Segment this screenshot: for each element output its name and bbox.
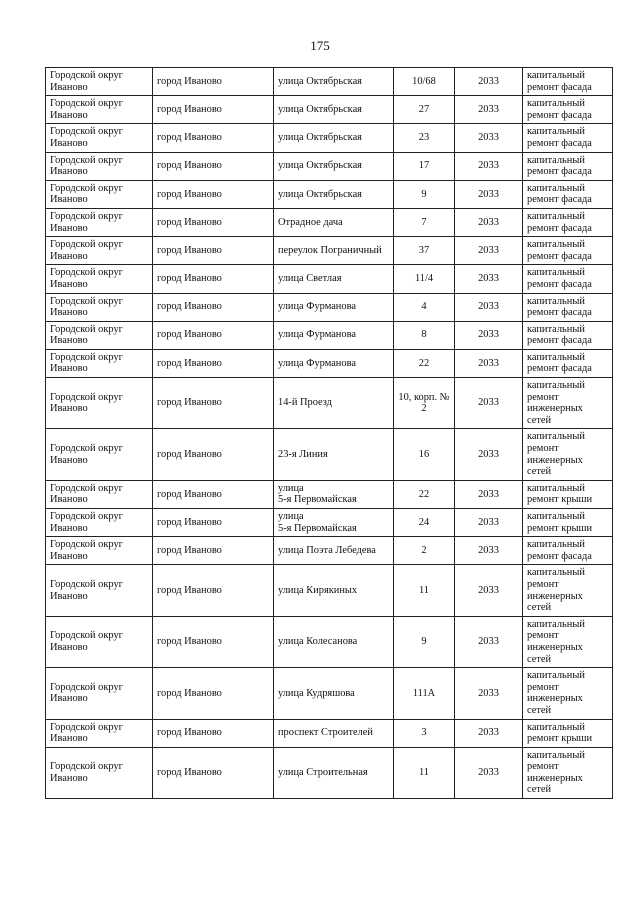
year-cell: 2033 [455,429,523,480]
municipality-cell: Городской округ Иваново [46,616,153,667]
work-type-cell: капитальный ремонт инженерных сетей [523,565,613,616]
street-cell: улица Фурманова [274,293,394,321]
work-type-cell: капитальный ремонт инженерных сетей [523,747,613,798]
year-cell: 2033 [455,480,523,508]
street-cell: улица 5-я Первомайская [274,509,394,537]
settlement-cell: город Иваново [153,180,274,208]
work-type-cell: капитальный ремонт фасада [523,349,613,377]
municipality-cell: Городской округ Иваново [46,747,153,798]
work-type-cell: капитальный ремонт инженерных сетей [523,429,613,480]
municipality-cell: Городской округ Иваново [46,719,153,747]
municipality-cell: Городской округ Иваново [46,321,153,349]
municipality-cell: Городской округ Иваново [46,68,153,96]
street-cell: улица Октябрьская [274,68,394,96]
settlement-cell: город Иваново [153,68,274,96]
house-number-cell: 16 [394,429,455,480]
table-row [46,321,613,349]
table-row [46,378,613,429]
work-type-cell: капитальный ремонт фасада [523,321,613,349]
year-cell: 2033 [455,124,523,152]
house-number-cell: 2 [394,537,455,565]
settlement-cell: город Иваново [153,668,274,719]
house-number-cell: 17 [394,152,455,180]
table-row [46,68,613,96]
street-cell: улица Фурманова [274,321,394,349]
house-number-cell: 27 [394,96,455,124]
street-cell: 14-й Проезд [274,378,394,429]
street-cell: улица Кирякиных [274,565,394,616]
municipality-cell: Городской округ Иваново [46,480,153,508]
work-type-cell: капитальный ремонт фасада [523,537,613,565]
year-cell: 2033 [455,509,523,537]
work-type-cell: капитальный ремонт фасада [523,208,613,236]
table-row [46,96,613,124]
house-number-cell: 24 [394,509,455,537]
street-cell: улица Фурманова [274,349,394,377]
settlement-cell: город Иваново [153,96,274,124]
year-cell: 2033 [455,152,523,180]
house-number-cell: 11 [394,747,455,798]
street-cell: Отрадное дача [274,208,394,236]
municipality-cell: Городской округ Иваново [46,208,153,236]
settlement-cell: город Иваново [153,747,274,798]
house-number-cell: 4 [394,293,455,321]
year-cell: 2033 [455,616,523,667]
table-row [46,747,613,798]
municipality-cell: Городской округ Иваново [46,180,153,208]
work-type-cell: капитальный ремонт фасада [523,68,613,96]
settlement-cell: город Иваново [153,265,274,293]
work-type-cell: капитальный ремонт крыши [523,719,613,747]
settlement-cell: город Иваново [153,509,274,537]
table-row [46,537,613,565]
table-row [46,480,613,508]
work-type-cell: капитальный ремонт фасада [523,293,613,321]
work-type-cell: капитальный ремонт крыши [523,480,613,508]
work-type-cell: капитальный ремонт инженерных сетей [523,378,613,429]
table-row [46,616,613,667]
work-type-cell: капитальный ремонт фасада [523,180,613,208]
work-type-cell: капитальный ремонт фасада [523,96,613,124]
table-row [46,293,613,321]
year-cell: 2033 [455,719,523,747]
year-cell: 2033 [455,668,523,719]
street-cell: улица Октябрьская [274,124,394,152]
street-cell: улица Кудряшова [274,668,394,719]
year-cell: 2033 [455,747,523,798]
house-number-cell: 8 [394,321,455,349]
register-table [45,67,613,799]
table-row [46,429,613,480]
municipality-cell: Городской округ Иваново [46,537,153,565]
street-cell: улица Строительная [274,747,394,798]
year-cell: 2033 [455,237,523,265]
year-cell: 2033 [455,349,523,377]
settlement-cell: город Иваново [153,565,274,616]
year-cell: 2033 [455,537,523,565]
table-row [46,349,613,377]
year-cell: 2033 [455,293,523,321]
work-type-cell: капитальный ремонт инженерных сетей [523,616,613,667]
municipality-cell: Городской округ Иваново [46,124,153,152]
table-row [46,509,613,537]
table-row [46,208,613,236]
street-cell: переулок Пограничный [274,237,394,265]
year-cell: 2033 [455,378,523,429]
municipality-cell: Городской округ Иваново [46,293,153,321]
settlement-cell: город Иваново [153,321,274,349]
street-cell: улица Октябрьская [274,96,394,124]
street-cell: улица Светлая [274,265,394,293]
year-cell: 2033 [455,68,523,96]
street-cell: 23-я Линия [274,429,394,480]
settlement-cell: город Иваново [153,208,274,236]
street-cell: улица Колесанова [274,616,394,667]
house-number-cell: 10/68 [394,68,455,96]
table-row [46,152,613,180]
table-body [46,68,613,799]
house-number-cell: 23 [394,124,455,152]
municipality-cell: Городской округ Иваново [46,378,153,429]
year-cell: 2033 [455,208,523,236]
street-cell: улица Поэта Лебедева [274,537,394,565]
settlement-cell: город Иваново [153,537,274,565]
house-number-cell: 9 [394,180,455,208]
year-cell: 2033 [455,96,523,124]
municipality-cell: Городской округ Иваново [46,565,153,616]
municipality-cell: Городской округ Иваново [46,237,153,265]
municipality-cell: Городской округ Иваново [46,349,153,377]
work-type-cell: капитальный ремонт фасада [523,237,613,265]
work-type-cell: капитальный ремонт крыши [523,509,613,537]
settlement-cell: город Иваново [153,293,274,321]
table-row [46,265,613,293]
street-cell: улица 5-я Первомайская [274,480,394,508]
house-number-cell: 7 [394,208,455,236]
table-row [46,180,613,208]
work-type-cell: капитальный ремонт фасада [523,124,613,152]
year-cell: 2033 [455,321,523,349]
settlement-cell: город Иваново [153,124,274,152]
house-number-cell: 9 [394,616,455,667]
municipality-cell: Городской округ Иваново [46,265,153,293]
year-cell: 2033 [455,565,523,616]
house-number-cell: 10, корп. № 2 [394,378,455,429]
municipality-cell: Городской округ Иваново [46,509,153,537]
settlement-cell: город Иваново [153,378,274,429]
settlement-cell: город Иваново [153,152,274,180]
house-number-cell: 111А [394,668,455,719]
table-row [46,565,613,616]
year-cell: 2033 [455,180,523,208]
house-number-cell: 3 [394,719,455,747]
house-number-cell: 37 [394,237,455,265]
table-row [46,668,613,719]
settlement-cell: город Иваново [153,237,274,265]
street-cell: улица Октябрьская [274,152,394,180]
house-number-cell: 11/4 [394,265,455,293]
year-cell: 2033 [455,265,523,293]
house-number-cell: 11 [394,565,455,616]
table-row [46,124,613,152]
settlement-cell: город Иваново [153,429,274,480]
municipality-cell: Городской округ Иваново [46,96,153,124]
work-type-cell: капитальный ремонт фасада [523,152,613,180]
street-cell: проспект Строителей [274,719,394,747]
house-number-cell: 22 [394,480,455,508]
municipality-cell: Городской округ Иваново [46,429,153,480]
house-number-cell: 22 [394,349,455,377]
settlement-cell: город Иваново [153,480,274,508]
municipality-cell: Городской округ Иваново [46,152,153,180]
work-type-cell: капитальный ремонт фасада [523,265,613,293]
work-type-cell: капитальный ремонт инженерных сетей [523,668,613,719]
settlement-cell: город Иваново [153,719,274,747]
street-cell: улица Октябрьская [274,180,394,208]
municipality-cell: Городской округ Иваново [46,668,153,719]
settlement-cell: город Иваново [153,349,274,377]
page-number: 175 [310,38,330,53]
settlement-cell: город Иваново [153,616,274,667]
table-row [46,237,613,265]
table-row [46,719,613,747]
